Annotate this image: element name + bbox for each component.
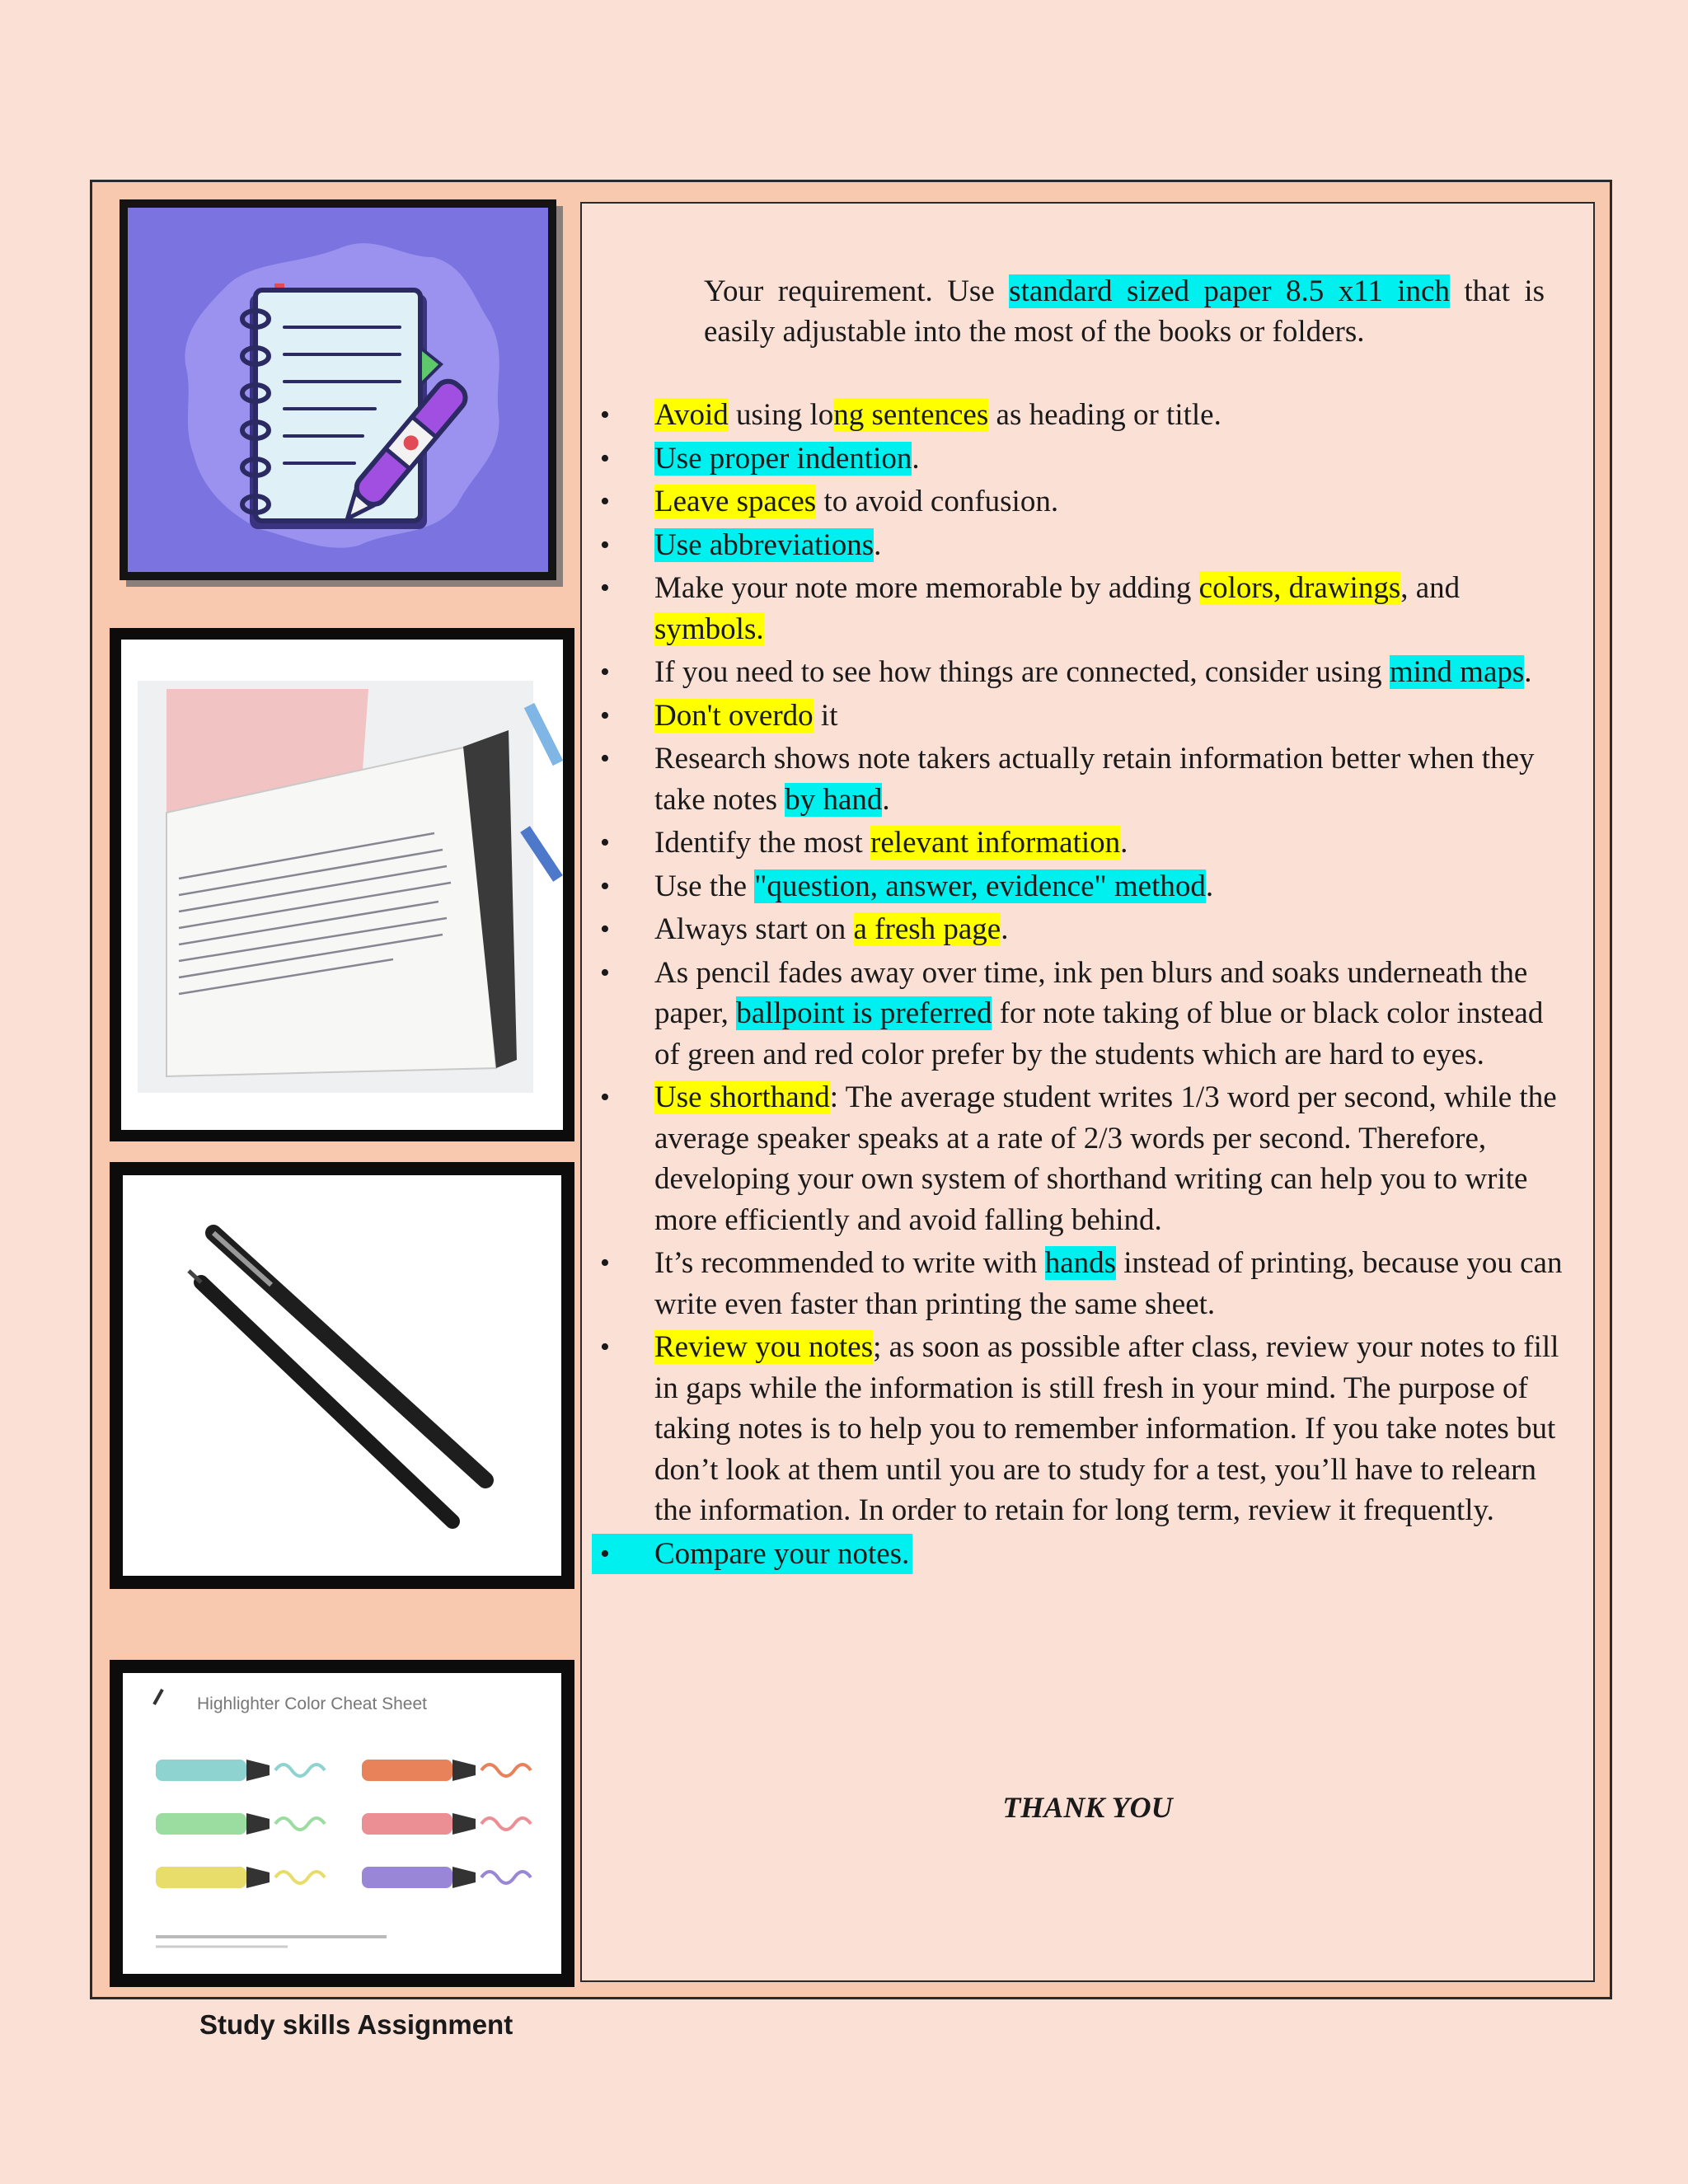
black-pens-photo xyxy=(110,1162,574,1589)
list-item: • Compare your notes. xyxy=(582,1534,1579,1575)
tips-list xyxy=(582,395,1579,1577)
footer-label: Study skills Assignment xyxy=(199,2009,513,2040)
highlighter-cheat-sheet-image xyxy=(110,1660,574,1987)
notebook-pen-illustration xyxy=(120,199,556,580)
list-item: • Use abbreviations. xyxy=(582,525,1579,566)
list-item: • Don't overdo it xyxy=(582,696,1579,737)
cheat-sheet-title: Highlighter Color Cheat Sheet xyxy=(197,1694,427,1713)
notes-text-box xyxy=(580,202,1595,1982)
list-item: • As pencil fades away over time, ink pen blurs and soaks underneath the paper, ballpoint is preferred for note taking of blue or black color instead of green and red color prefer by the students which are hard to eyes. xyxy=(582,953,1579,1076)
intro-highlight: standard sized paper 8.5 x11 inch xyxy=(1009,274,1450,308)
notebook-icon xyxy=(128,208,548,572)
list-item: • Research shows note takers actually retain information better when they take notes by hand. xyxy=(582,738,1579,820)
pens-image xyxy=(123,1175,561,1576)
list-item: • Use shorthand: The average student writes 1/3 word per second, while the average speaker speaks at a rate of 2/3 words per second. Therefore, developing your own system of shorthand writing can help you to write more efficiently and avoid falling behind. xyxy=(582,1077,1579,1240)
list-item: • Always start on a fresh page. xyxy=(582,909,1579,950)
handwritten-notebook-photo xyxy=(110,628,574,1141)
intro-paragraph xyxy=(704,271,1545,352)
list-item: • Review you notes; as soon as possible after class, review your notes to fill in gaps while the information is still fresh in your mind. The purpose of taking notes is to help you to remember information. If you take notes but don’t look at them until you are to study for a test, you’ll have to relearn the information. In order to retain for long term, review it frequently. xyxy=(582,1327,1579,1531)
list-item: • Use proper indention. xyxy=(582,438,1579,480)
list-item: • Leave spaces to avoid confusion. xyxy=(582,481,1579,523)
list-item: • Use the "question, answer, evidence" method. xyxy=(582,866,1579,907)
list-item: • If you need to see how things are connected, consider using mind maps. xyxy=(582,652,1579,693)
intro-text-end: that is easily adjustable into the most of the books or folders. xyxy=(704,274,1545,349)
intro-text: Your requirement. Use xyxy=(704,274,1010,308)
list-item: • It’s recommended to write with hands instead of printing, because you can write even faster than printing the same sheet. xyxy=(582,1243,1579,1324)
list-item: • Avoid using long sentences as heading or title. xyxy=(582,395,1579,436)
thank-you-text: THANK YOU xyxy=(1002,1791,1173,1824)
notebook-photo-image xyxy=(121,640,563,1130)
list-item: • Make your note more memorable by adding colors, drawings, and symbols. xyxy=(582,568,1579,649)
list-item: • Identify the most relevant information. xyxy=(582,823,1579,864)
highlighter-chart-image xyxy=(123,1673,561,1974)
